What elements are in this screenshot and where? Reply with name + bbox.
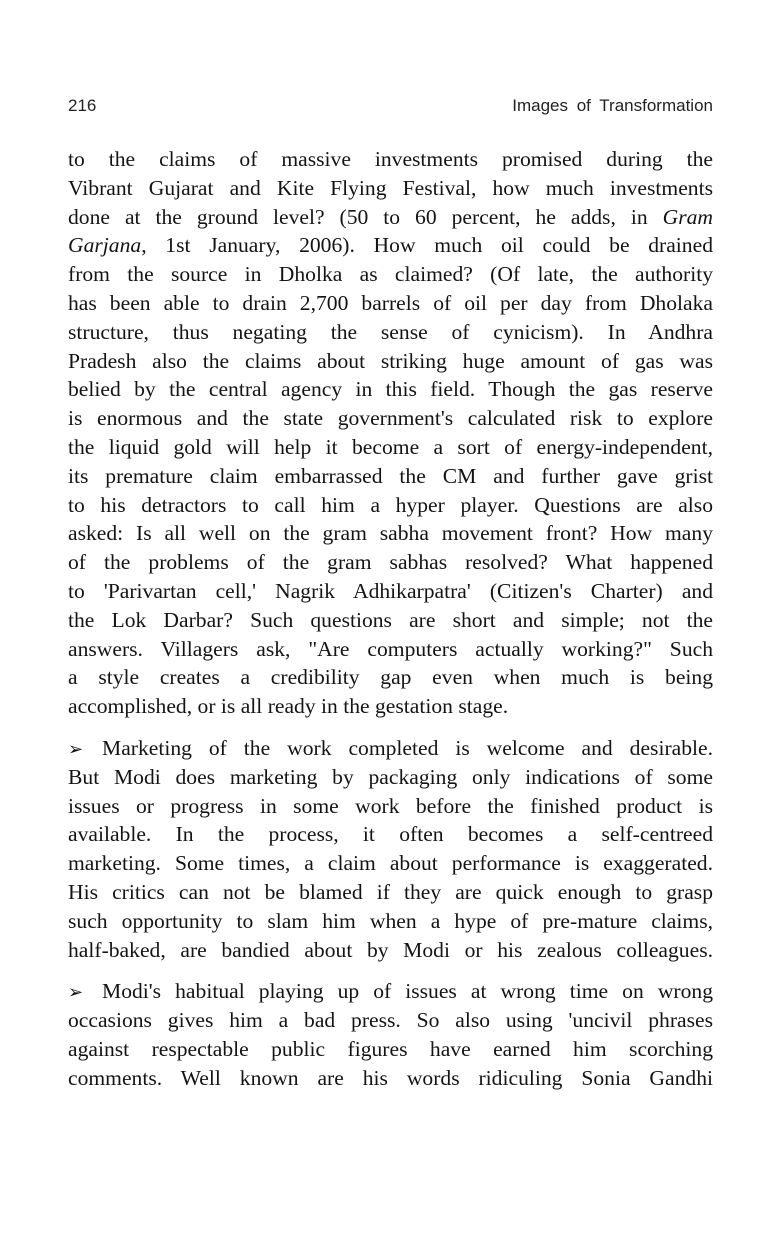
text-fragment: done at the ground level? (50 to 60 percent, he adds, in (68, 204, 663, 229)
bullet-first-line (68, 977, 713, 1006)
body-text (68, 145, 713, 1093)
text-line: the liquid gold will help it become a sort of energy-independent, (68, 434, 713, 459)
page-number: 216 (68, 96, 97, 115)
text-line: to his detractors to call him a hyper player. Questions are also (68, 492, 713, 517)
text-line: Pradesh also the claims about striking huge amount of gas was (68, 348, 713, 373)
text-line: to 'Parivartan cell,' Nagrik Adhikarpatra' (Citizen's Charter) and (68, 578, 713, 603)
bullet-paragraph-marketing (68, 734, 713, 964)
text-line: a style creates a credibility gap even when much is being (68, 665, 713, 690)
text-line: marketing. Some times, a claim about performance is exaggerated. (68, 851, 713, 876)
text-line: half-baked, are bandied about by Modi or his zealous colleagues. (68, 937, 713, 962)
text-line: available. In the process, it often becomes a self-centreed (68, 822, 713, 847)
text-line: His critics can not be blamed if they are quick enough to grasp (68, 879, 713, 904)
text-line: occasions gives him a bad press. So also using 'uncivil phrases (68, 1008, 713, 1033)
running-header (68, 96, 713, 120)
text-line: from the source in Dholka as claimed? (Of late, the authority (68, 262, 713, 287)
text-line: structure, thus negating the sense of cynicism). In Andhra (68, 319, 713, 344)
bullet-first-line (68, 734, 713, 763)
text-line (68, 231, 713, 260)
text-line: against respectable public figures have earned him scorching (68, 1036, 713, 1061)
text-line: to the claims of massive investments promised during the (68, 147, 713, 171)
text-line: is enormous and the state government's calculated risk to explore (68, 406, 713, 431)
text-line: the Lok Darbar? Such questions are short and simple; not the (68, 607, 713, 632)
running-title: Images of Transformation (512, 96, 713, 115)
text-line: But Modi does marketing by packaging only indications of some (68, 764, 713, 789)
text-line: has been able to drain 2,700 barrels of oil per day from Dholaka (68, 290, 713, 315)
text-line: answers. Villagers ask, "Are computers actually working?" Such (68, 636, 713, 661)
text-line: comments. Well known are his words ridiculing Sonia Gandhi (68, 1065, 713, 1090)
arrowhead-bullet-icon: ➢ (68, 982, 84, 1003)
text-line: belied by the central agency in this field. Though the gas reserve (68, 377, 713, 402)
paragraph-1 (68, 145, 713, 721)
italic-title-fragment: Garjana (68, 233, 142, 258)
bullet-paragraph-habitual (68, 977, 713, 1092)
text-line: accomplished, or is all ready in the gestation stage. (68, 694, 509, 719)
text-line: Vibrant Gujarat and Kite Flying Festival, how much investments (68, 175, 713, 200)
text-line: such opportunity to slam him when a hype of pre-mature claims, (68, 908, 713, 933)
text-line: issues or progress in some work before the finished product is (68, 793, 713, 818)
italic-title-fragment: Gram (662, 204, 713, 229)
text-fragment: , 1st January, 2006). How much oil could be drained (141, 233, 713, 258)
text-line: its premature claim embarrassed the CM and further gave grist (68, 463, 713, 488)
text-fragment: Modi's habitual playing up of issues at wrong time on wrong (102, 979, 713, 1004)
arrowhead-bullet-icon: ➢ (68, 738, 84, 759)
text-line: asked: Is all well on the gram sabha movement front? How many (68, 521, 713, 546)
text-fragment: Marketing of the work completed is welcome and desirable. (102, 735, 713, 760)
text-line (68, 203, 713, 232)
text-line: of the problems of the gram sabhas resolved? What happened (68, 550, 713, 575)
